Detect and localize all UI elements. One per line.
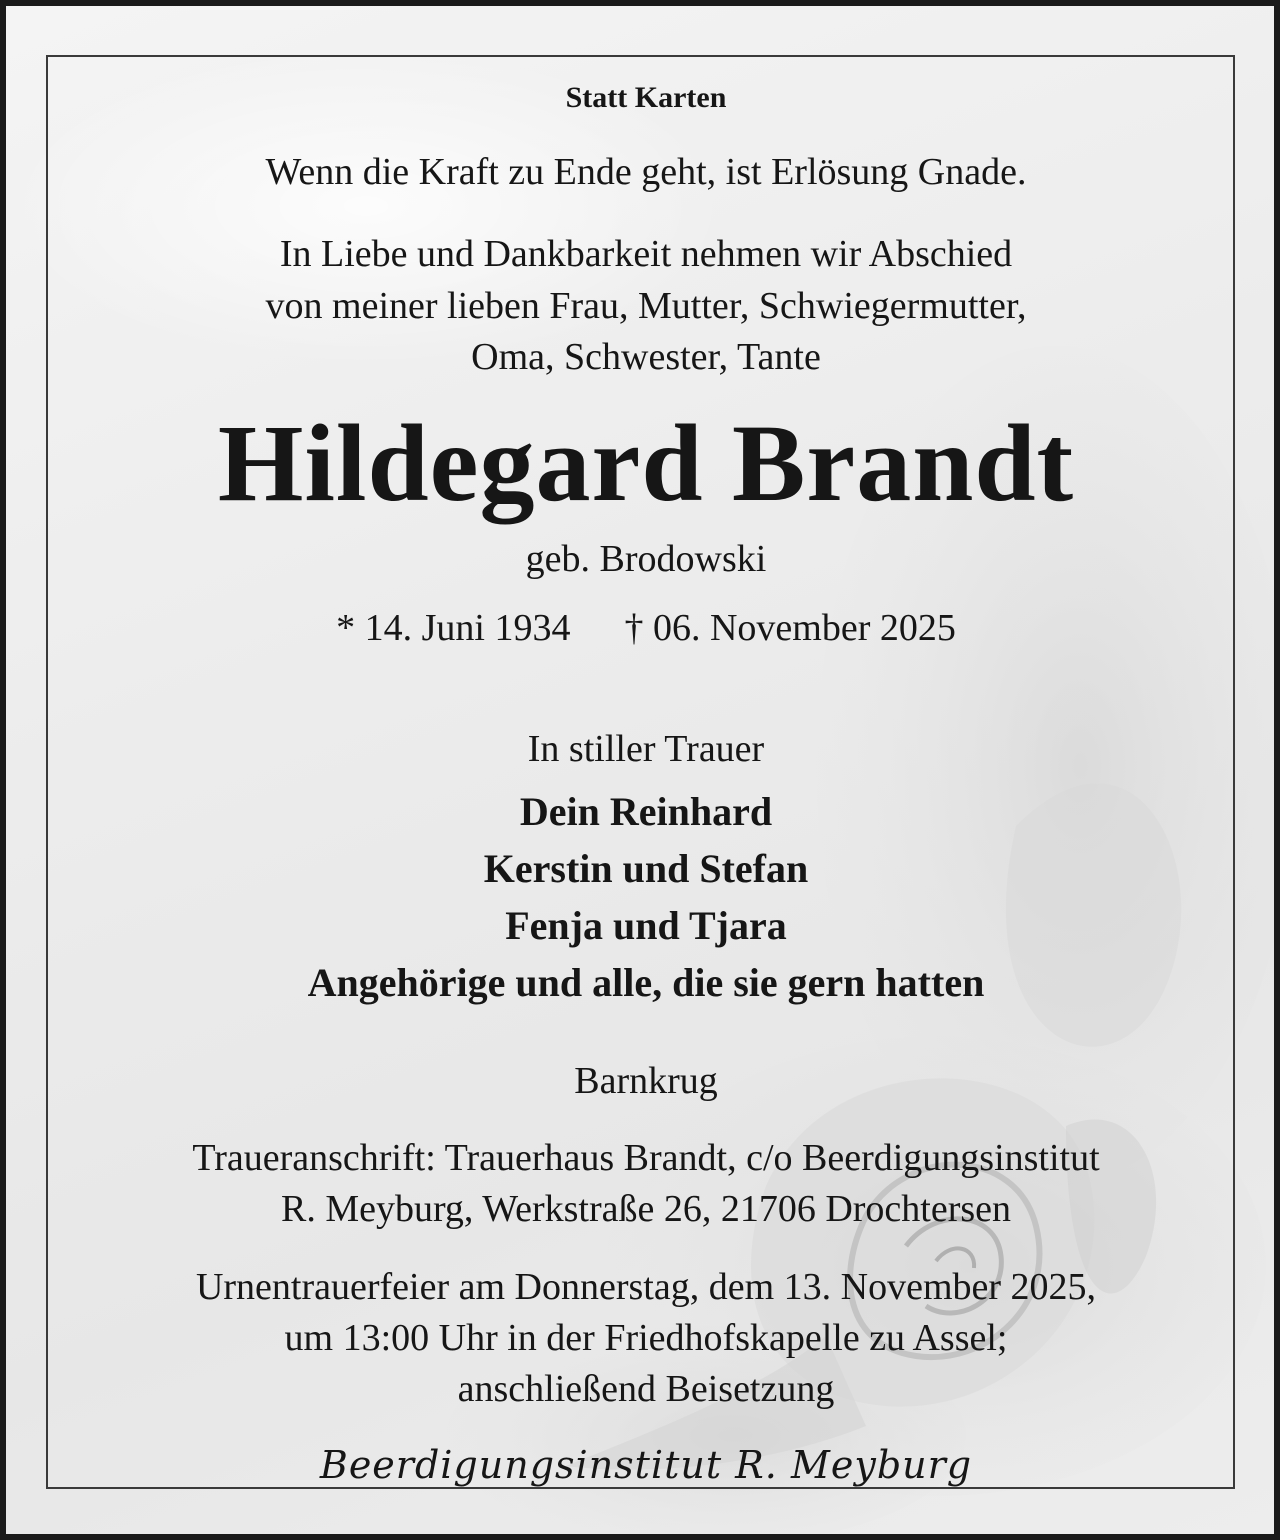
intro-line: von meiner lieben Frau, Mutter, Schwiegermutter, bbox=[265, 285, 1027, 327]
place-name: Barnkrug bbox=[574, 1060, 718, 1102]
intro-line: Oma, Schwester, Tante bbox=[471, 336, 821, 378]
birth-name: geb. Brodowski bbox=[525, 538, 767, 580]
service-line: anschließend Beisetzung bbox=[457, 1368, 835, 1410]
mourning-intro: In stiller Trauer bbox=[527, 728, 765, 770]
address-line: R. Meyburg, Werkstraße 26, 21706 Drochtersen bbox=[280, 1188, 1012, 1230]
death-date: † 06. November 2025 bbox=[624, 607, 956, 649]
service-line: Urnentrauerfeier am Donnerstag, dem 13. November 2025, bbox=[195, 1266, 1097, 1308]
notice-content bbox=[6, 6, 1280, 1540]
address-line: Traueranschrift: Trauerhaus Brandt, c/o Beerdigungsinstitut bbox=[192, 1137, 1100, 1179]
family-member: Fenja und Tjara bbox=[505, 903, 787, 948]
deceased-name: Hildegard Brandt bbox=[217, 402, 1075, 524]
birth-date: * 14. Juni 1934 bbox=[336, 607, 571, 649]
header-text: Statt Karten bbox=[565, 81, 727, 114]
intro-line: In Liebe und Dankbarkeit nehmen wir Abschied bbox=[279, 233, 1013, 275]
life-dates bbox=[6, 609, 1280, 647]
family-member: Angehörige und alle, die sie gern hatten bbox=[307, 960, 985, 1005]
funeral-home-signature: Beerdigungsinstitut R. Meyburg bbox=[319, 1443, 973, 1487]
service-line: um 13:00 Uhr in der Friedhofskapelle zu Assel; bbox=[284, 1317, 1008, 1359]
family-member: Kerstin und Stefan bbox=[483, 846, 809, 891]
motto-quote: Wenn die Kraft zu Ende geht, ist Erlösung Gnade. bbox=[265, 151, 1027, 193]
family-member: Dein Reinhard bbox=[519, 789, 773, 834]
